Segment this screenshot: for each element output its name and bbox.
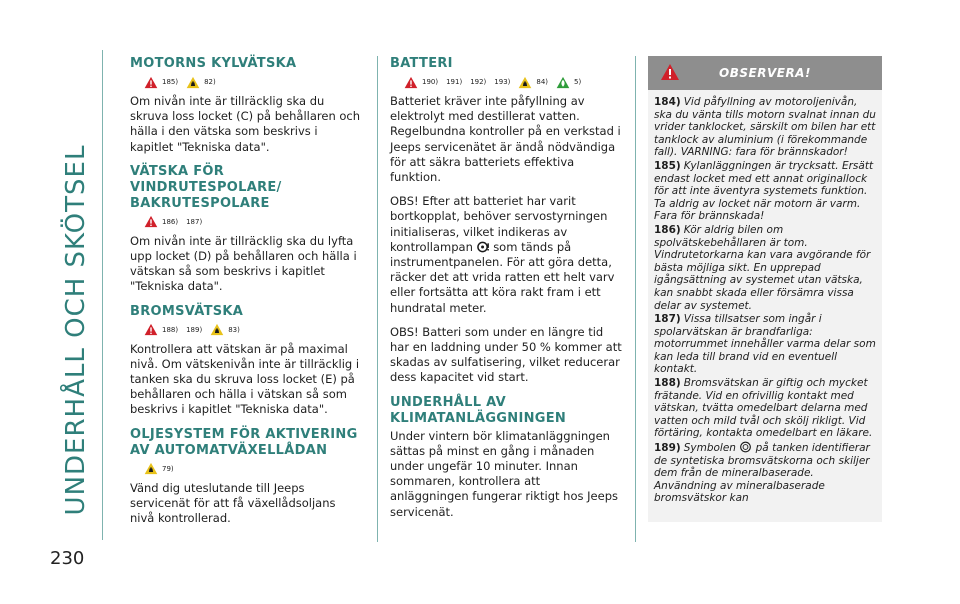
page-number: 230: [50, 548, 85, 569]
reference-row: [144, 322, 362, 338]
paragraph: Batteriet kräver inte påfyllning av elektrolyt med destillerat vatten. Regelbundna kontroller på en verkstad i Jeeps servicenätet är ändå nödvändiga för att säkra batteriets effektiva funktion.: [390, 94, 621, 185]
side-title: UNDERHÅLL OCH SKÖTSEL: [61, 144, 91, 516]
reference-row: [404, 74, 622, 90]
reference-number: 192): [470, 78, 487, 86]
reference-number: 79): [162, 464, 174, 473]
caution-hand-icon: [144, 462, 158, 475]
note-text: Kör aldrig bilen om spolvätskebehållaren är tom. Vindrutetorkarna kan vara avgörande för bästa möjliga sikt. En upprepad igångsättning av systemet utan vätska, kan snabbt skada eller försämra vissa delar av systemet.: [654, 223, 871, 312]
note-number: 187): [654, 313, 681, 326]
reference-row: [144, 74, 362, 90]
section-title-climate-maintenance: UNDERHÅLL AV KLIMATANLÄGGNINGEN: [390, 394, 567, 426]
brake-fluid-symbol-icon: [739, 441, 752, 453]
paragraph: Om nivån inte är tillräcklig ska du skruva loss locket (C) på behållaren och hälla i den vätska som beskrivs i kapitlet "Tekniska data".: [130, 94, 361, 154]
warning-triangle-icon: [404, 76, 418, 89]
note-text: Kylanläggningen är trycksatt. Ersätt endast locket med ett annat originallock för att inte äventyra systemets funktion. Ta aldrig av locket när motorn är varm. Fara för brännskada!: [654, 159, 874, 223]
note-item: [654, 224, 876, 312]
caution-hand-icon: [210, 323, 224, 336]
note-text: Vid påfyllning av motoroljenivån, ska du vänta tills motorn svalnat innan du vrider tanklocket, särskilt om bilen har ett tanklock av aluminium (i förekommande fall). VARNING: fara för brännskador!: [654, 96, 876, 159]
paragraph: Kontrollera att vätskan är på maximal nivå. Om vätskenivån inte är tillräcklig i tanken ska du skruva loss locket (E) på behållaren och hälla i vätskan så som beskrivs i kapitlet "Tekniska data".: [130, 341, 360, 417]
column-3: [648, 56, 882, 522]
warning-box: [648, 56, 882, 522]
warning-triangle-icon: [660, 63, 680, 81]
column-1: [130, 56, 362, 535]
reference-number: 189): [186, 325, 203, 334]
environment-leaf-icon: [556, 76, 570, 89]
note-text: Vissa tillsatser som ingår i spolarvätskan är brandfarliga: motorrummet innehåller varma delar som kan leda till brand vid en eventuell kontakt.: [654, 313, 876, 376]
reference-number: 84): [536, 78, 549, 86]
reference-number: 191): [446, 78, 463, 86]
warning-triangle-icon: [144, 76, 158, 89]
note-number: 186): [654, 223, 681, 236]
column-2: [390, 56, 622, 529]
reference-number: 193): [494, 78, 511, 86]
reference-number: 82): [204, 78, 216, 86]
side-rule: [102, 50, 103, 540]
warning-triangle-icon: [144, 215, 158, 228]
reference-row: [144, 461, 362, 477]
reference-number: 187): [186, 217, 203, 226]
section-title-brake-fluid: BROMSVÄTSKA: [130, 303, 244, 319]
note-number: 184): [654, 96, 681, 108]
caution-hand-icon: [518, 76, 532, 89]
paragraph: OBS! Batteri som under en längre tid har en laddning under 50 % kommer att skadas av sulfatisering, vilket reducerar dess kapacitet vid start.: [390, 324, 622, 385]
note-number: 189): [654, 442, 681, 455]
section-title-washer-fluid: VÄTSKA FÖR VINDRUTESPOLARE/ BAKRUTESPOLARE: [130, 163, 282, 211]
note-item: [654, 96, 876, 159]
note-item: [654, 313, 876, 376]
note-item: [654, 160, 876, 223]
warning-box-header: [648, 56, 882, 90]
column-divider: [635, 56, 636, 542]
paragraph: Om nivån inte är tillräcklig ska du lyfta upp locket (D) på behållaren och hälla i vätskan så som beskrivs i kapitlet "Tekniska data".: [130, 233, 357, 294]
reference-row: [144, 214, 362, 230]
note-number: 188): [654, 377, 681, 390]
warning-box-title: OBSERVERA!: [719, 66, 811, 80]
warning-box-body: [648, 90, 882, 510]
note-item: [654, 441, 876, 505]
paragraph-part: OBS! Efter att batteriet har varit bortkopplat, behöver servostyrningen initialiseras, vilket indikeras av kontrollampan: [390, 194, 608, 254]
reference-number: 5): [574, 78, 582, 86]
paragraph: Under vintern bör klimatanläggningen sättas på minst en gång i månaden under ungefär 10 minuter. Innan sommaren, kontrollera att anläggningen fungerar riktigt hos Jeeps servicenät.: [390, 428, 618, 519]
note-text: Bromsvätskan är giftig och mycket frätande. Vid en ofrivillig kontakt med vätskan, tvätta omedelbart delarna med vatten och mild tvål och skölj rikligt. Vid förtäring, kontakta omedelbart en läkare.: [654, 377, 873, 440]
section-title-transmission-oil: OLJESYSTEM FÖR AKTIVERING AV AUTOMATVÄXELLÅDAN: [130, 426, 358, 458]
steering-warning-icon: [477, 241, 490, 253]
section-title-battery: BATTERI: [390, 56, 453, 71]
reference-number: 188): [162, 325, 179, 334]
reference-number: 186): [162, 217, 179, 226]
note-item: [654, 377, 876, 440]
caution-hand-icon: [186, 76, 200, 89]
section-title-coolant: MOTORNS KYLVÄTSKA: [130, 56, 297, 71]
note-text: Symbolen: [683, 442, 736, 455]
paragraph: Vänd dig uteslutande till Jeeps servicenät för att få växellådsoljans nivå kontrollerad.: [130, 480, 336, 526]
note-number: 185): [654, 159, 681, 172]
paragraph-part: som tänds på instrumentpanelen. För att göra detta, räcker det att vrida ratten ett helt varv eller fortsätta att köra rakt fram i ett hundratal meter.: [390, 239, 615, 315]
reference-number: 83): [228, 325, 240, 334]
reference-number: 185): [162, 78, 179, 86]
note-text: på tanken identifierar de syntetiska bromsvätskorna och skiljer dem från de mineralbaserade. Användning av mineralbaserade bromsvätskor kan: [654, 442, 870, 505]
paragraph: [390, 194, 622, 316]
warning-triangle-icon: [144, 323, 158, 336]
reference-number: 190): [422, 78, 439, 86]
column-divider: [377, 56, 378, 542]
